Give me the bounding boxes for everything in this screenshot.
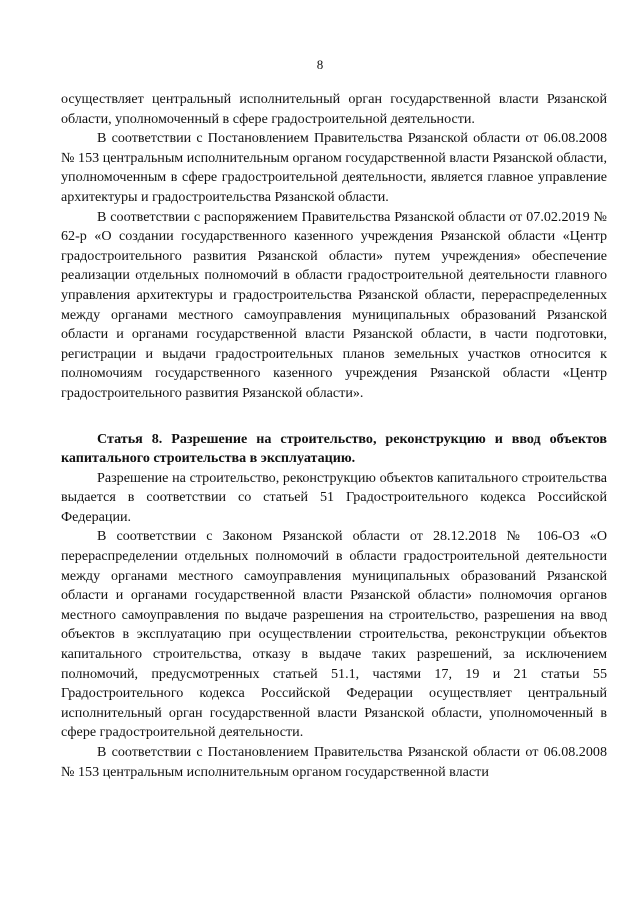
article-heading: Статья 8. Разрешение на строительство, реконструкцию и ввод объектов капитального строительства в эксплуатацию. — [61, 430, 607, 467]
paragraph: В соответствии с распоряжением Правительства Рязанской области от 07.02.2019 № 62-р «О создании государственного казенного учреждения Рязанской области «Центр градостроительного развития Рязанской области» путем учреждения» обеспечение реализации отдельных полномочий в области градостроительной деятельности главного управления архитектуры и градостроительства Рязанской области, перераспределенных между органами местного самоуправления муниципальных образований Рязанской области и органами государственной власти Рязанской области, в части подготовки, регистрации и выдачи градостроительных планов земельных участков относится к полномочиям государственного казенного учреждения Рязанской области «Центр градостроительного развития Рязанской области». — [61, 208, 607, 401]
paragraph-continued: осуществляет центральный исполнительный орган государственной власти Рязанской области, уполномоченный в сфере градостроительной деятельности. — [61, 91, 607, 127]
paragraph: В соответствии с Постановлением Правительства Рязанской области от 06.08.2008 № 153 центральным исполнительным органом государственной власти Рязанской области, уполномоченным в сфере градостроительной деятельности, является главное управление архитектуры и градостроительства Рязанской области. — [61, 130, 607, 205]
page-number: 8 — [316, 57, 324, 72]
paragraph: В соответствии с Постановлением Правительства Рязанской области от 06.08.2008 № 153 центральным исполнительным органом государственной власти — [61, 744, 607, 780]
document-body — [61, 90, 607, 782]
paragraph: В соответствии с Законом Рязанской области от 28.12.2018 № 106-ОЗ «О перераспределении отдельных полномочий в области градостроительной деятельности между органами местного самоуправления муниципальных образований Рязанской области и органами государственной власти Рязанской области» полномочия органов местного самоуправления по выдаче разрешения на строительство, разрешения на ввод объектов в эксплуатацию при осуществлении строительства, реконструкции объектов капитального строительства, отказу в выдаче таких разрешений, за исключением полномочий, предусмотренных статьей 51.1, частями 17, 19 и 21 статьи 55 Градостроительного кодекса Российской Федерации осуществляет центральный исполнительный орган государственной власти Рязанской области, уполномоченный в сфере градостроительной деятельности. — [61, 528, 607, 741]
paragraph: Разрешение на строительство, реконструкцию объектов капитального строительства выдается в соответствии со статьей 51 Градостроительного кодекса Российской Федерации. — [61, 469, 607, 525]
